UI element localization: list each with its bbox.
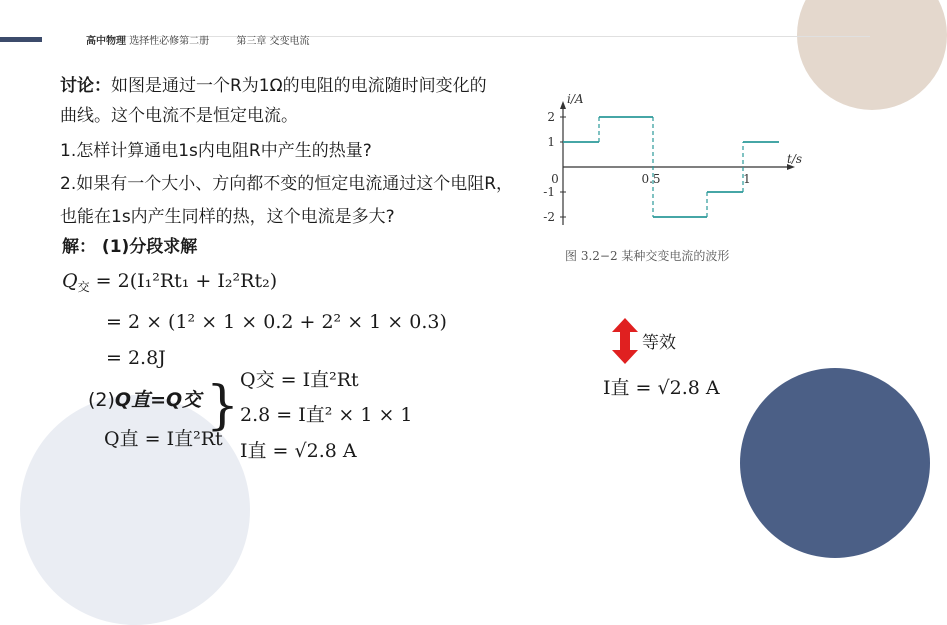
decorative-circle-top-right (797, 0, 947, 110)
brace-symbol: } (206, 376, 240, 436)
y-tick-label: 1 (547, 135, 555, 149)
breadcrumb-subject: 高中物理 (86, 36, 126, 47)
eq1-lhs: Q (62, 270, 78, 292)
x-tick-label: 0.5 (641, 172, 661, 186)
x-tick-label: 0 (551, 172, 559, 186)
equation-result: = 2.8J (106, 347, 166, 369)
breadcrumb-book: 选择性必修第二册 (129, 36, 210, 47)
question-text-1: 如图是通过一个R为1Ω的电阻的电流随时间变化的 (111, 76, 487, 96)
solution-header (62, 237, 197, 257)
breadcrumb (86, 32, 322, 47)
solution-label: 解： (62, 237, 96, 257)
result-equation: I直 = √2.8 A (603, 377, 720, 399)
x-tick-label: 1 (743, 172, 751, 186)
y-axis-label: i/A (567, 92, 584, 106)
decorative-circle-bottom-right (740, 368, 930, 558)
header-accent-bar (0, 37, 42, 42)
solution-step1: (1)分段求解 (101, 237, 198, 257)
step2-header (88, 385, 201, 412)
equivalent-label: 等效 (642, 333, 676, 353)
equation-solve: 2.8 = I直² × 1 × 1 (240, 404, 413, 426)
breadcrumb-chapter: 第三章 交变电流 (236, 36, 310, 47)
equation-substitution: = 2 × (1² × 1 × 0.2 + 2² × 1 × 0.3) (106, 311, 447, 333)
equation-q-alternating (62, 270, 277, 295)
step2-number: (2) (88, 389, 115, 411)
question-line-1 (60, 76, 487, 96)
equation-q-equal: Q交 = I直²Rt (240, 369, 359, 391)
eq1-lhs-sub: 交 (77, 280, 90, 294)
double-arrow-icon (612, 318, 638, 368)
y-tick-label: -1 (543, 185, 555, 199)
equation-i-direct: I直 = √2.8 A (240, 440, 357, 462)
x-axis-label: t/s (787, 152, 803, 166)
question-line-3: 1.怎样计算通电1s内电阻R中产生的热量? (60, 141, 372, 161)
y-tick-label: -2 (543, 210, 555, 224)
y-axis-arrow (560, 101, 566, 109)
equation-q-direct: Q直 = I直²Rt (104, 428, 223, 450)
chart-caption: 图 3.2−2 某种交变电流的波形 (565, 249, 730, 263)
question-line-2: 曲线。这个电流不是恒定电流。 (60, 106, 298, 126)
eq1-rhs: = 2(I₁²Rt₁ + I₂²Rt₂) (95, 270, 278, 292)
question-line-5: 也能在1s内产生同样的热，这个电流是多大? (60, 207, 395, 227)
y-tick-label: 2 (547, 110, 555, 124)
question-line-4: 2.如果有一个大小、方向都不变的恒定电流通过这个电阻R， (60, 174, 514, 194)
question-label: 讨论： (60, 76, 111, 96)
step2-equation: Q直=Q交 (114, 389, 202, 411)
